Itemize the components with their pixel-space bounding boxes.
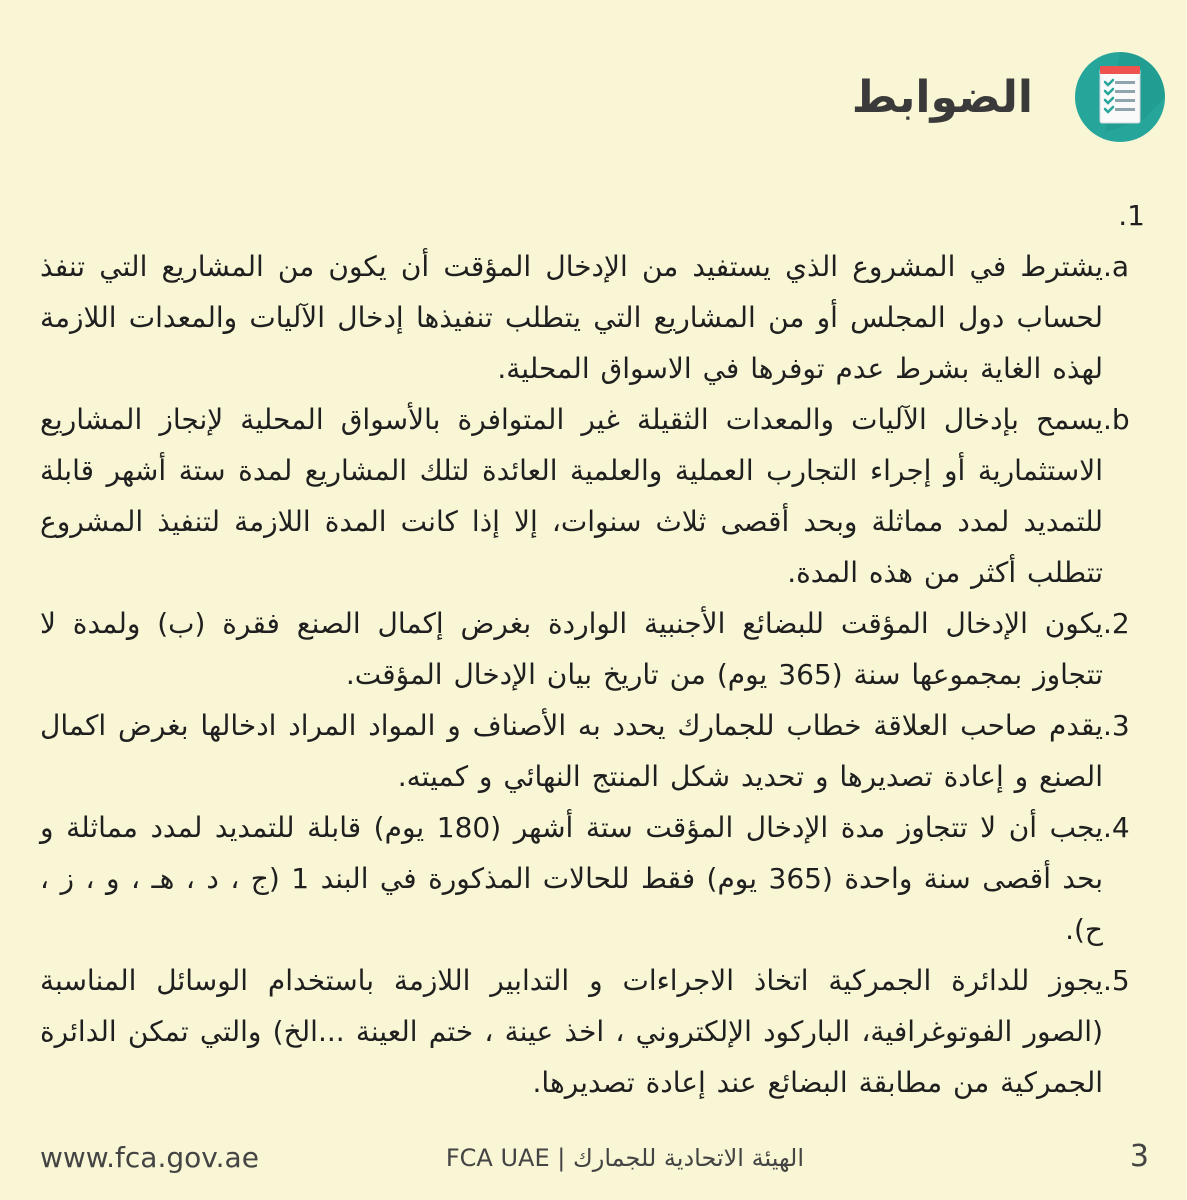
list-item-number: .a [1103,250,1130,283]
list-item-text: يكون الإدخال المؤقت للبضائع الأجنبية الواردة بغرض إكمال الصنع فقرة (ب) ولمدة لا تتجاوز بمجموعها سنة (365 يوم) من تاريخ بيان الإدخال المؤقت. [40,607,1103,691]
page-title: الضوابط [851,71,1033,123]
website-link[interactable]: www.fca.gov.ae [40,1141,259,1174]
list-item-number: .5 [1103,964,1130,997]
list-item [40,802,1149,955]
list-item [40,394,1149,598]
page-number: 3 [1129,1139,1149,1174]
organization-name: الهيئة الاتحادية للجمارك | FCA UAE [445,1144,804,1172]
list-item-number: .4 [1103,811,1130,844]
list-item-text: يجوز للدائرة الجمركية اتخاذ الاجراءات و التدابير اللازمة باستخدام الوسائل المناسبة (الصور الفوتوغرافية، الباركود الإلكتروني ، اخذ عينة ، ختم العينة ...الخ) والتي تمكن الدائرة الجمركية من مطابقة البضائع عند إعادة تصديرها. [40,964,1103,1099]
list-item-text: يشترط في المشروع الذي يستفيد من الإدخال المؤقت أن يكون من المشاريع التي تنفذ لحساب دول المجلس أو من المشاريع التي يتطلب تنفيذها إدخال الآليات والمعدات اللازمة لهذه الغاية بشرط عدم توفرها في الاسواق المحلية. [40,250,1103,385]
page-footer [40,1134,1149,1174]
list-item-number: .2 [1103,607,1130,640]
list-item [40,955,1149,1108]
list-item [40,598,1149,700]
list-item-text: يسمح بإدخال الآليات والمعدات الثقيلة غير المتوافرة بالأسواق المحلية لإنجاز المشاريع الاستثمارية أو إجراء التجارب العملية والعلمية العائدة لتلك المشاريع لمدة ستة أشهر قابلة للتمديد لمدد مماثلة وبحد أقصى ثلاث سنوات، إلا إذا كانت المدة اللازمة لتنفيذ المشروع تتطلب أكثر من هذه المدة. [40,403,1103,589]
regulations-list [40,190,1149,1108]
list-item [40,190,1149,241]
list-item-text: يقدم صاحب العلاقة خطاب للجمارك يحدد به الأصناف و المواد المراد ادخالها بغرض اكمال الصنع و إعادة تصديرها و تحديد شكل المنتج النهائي و كميته. [40,709,1103,793]
list-item [40,241,1149,394]
list-item-number: .1 [1118,199,1145,232]
list-item-number: .3 [1103,709,1130,742]
list-item [40,700,1149,802]
page-header [852,52,1165,142]
list-item-text: يجب أن لا تتجاوز مدة الإدخال المؤقت ستة أشهر (180 يوم) قابلة للتمديد لمدد مماثلة و بحد أقصى سنة واحدة (365 يوم) فقط للحالات المذكورة في البند 1 (ج ، د ، هـ ، و ، ز ، ح). [40,811,1104,946]
list-item-number: .b [1103,403,1130,436]
checklist-icon [1075,52,1165,142]
